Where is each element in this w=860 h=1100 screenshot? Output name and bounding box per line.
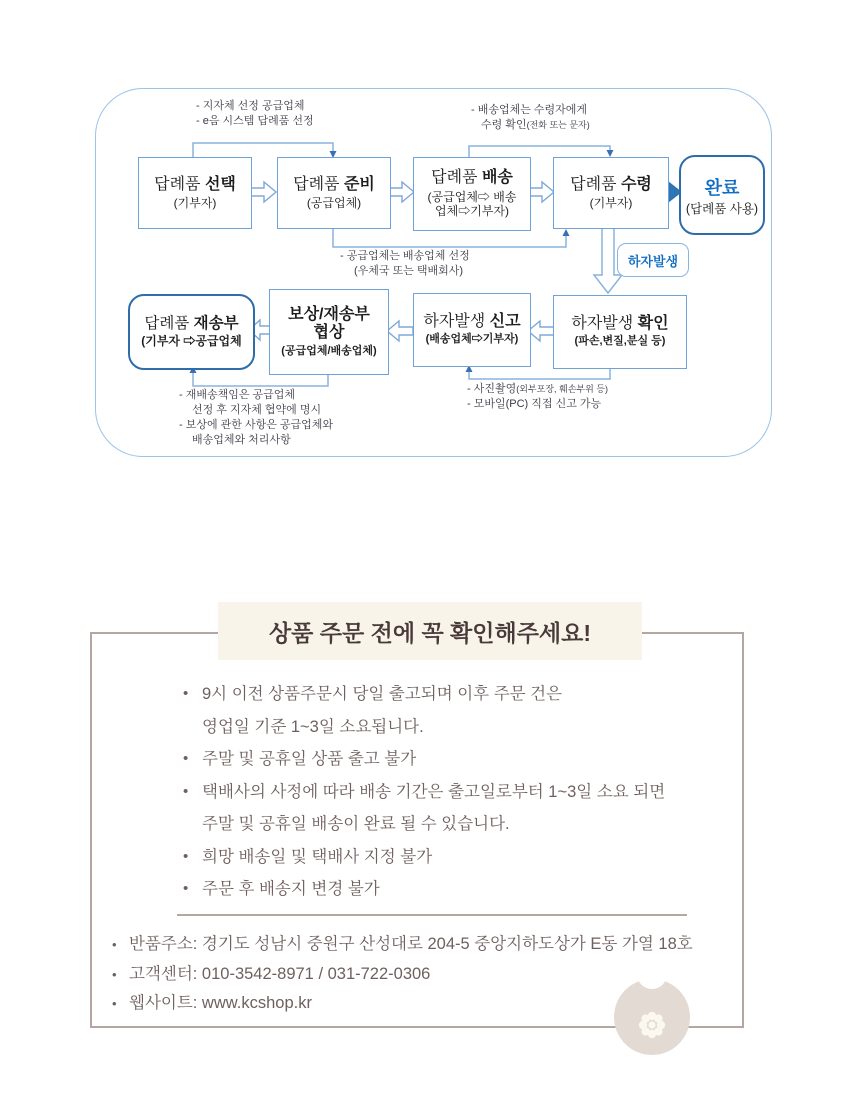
flow-box-defect-check-title: 하자발생 확인 xyxy=(571,314,669,332)
divider xyxy=(177,914,687,916)
annotation-select-prepare: - 지자체 선정 공급업체 - e음 시스템 답례품 선정 xyxy=(196,100,314,127)
flow-box-defect-report-sub: (배송업체⇨기부자) xyxy=(425,333,519,346)
flow-box-prepare xyxy=(277,157,391,229)
flow-box-defect-report-title: 하자발생 신고 xyxy=(423,312,521,330)
flow-box-defect-check-sub: (파손,변질,분실 등) xyxy=(574,335,666,348)
flow-box-receive xyxy=(553,157,669,229)
flow-box-ship-title: 답례품 배송 xyxy=(431,169,513,187)
flow-box-ship-sub2: 업체⇨기부자) xyxy=(435,204,509,219)
flow-box-select-title: 답례품 선택 xyxy=(154,175,236,193)
flow-box-resend-title: 답례품 재송부 xyxy=(144,314,239,332)
flow-box-prepare-sub: (공급업체) xyxy=(306,196,362,210)
gift-process-flowchart xyxy=(95,88,772,457)
defect-occurred-label: 하자발생 xyxy=(617,243,689,277)
flow-box-negotiate xyxy=(269,289,389,375)
annotation-photo-report: - 사진촬영(외부포장, 훼손부위 등) - 모바일(PC) 직접 신고 가능 xyxy=(467,383,608,410)
flower-icon xyxy=(639,1012,665,1038)
annotation-resend-responsibility: - 재배송책임은 공급업체 선정 후 지자체 협약에 명시 - 보상에 관한 사항은 공급업체와 배송업체와 처리사항 xyxy=(179,389,334,446)
notice-title: 상품 주문 전에 꼭 확인해주세요! xyxy=(218,602,642,660)
notice-bullet-list xyxy=(180,678,725,906)
list-item: • 9시 이전 상품주문시 당일 출고되며 이후 주문 건은 영업일 기준 1~3일 소요됩니다. xyxy=(180,678,725,743)
flow-box-complete xyxy=(679,155,765,235)
flow-box-prepare-title: 답례품 준비 xyxy=(293,175,375,193)
flow-box-receive-title: 답례품 수령 xyxy=(570,175,652,193)
flow-box-receive-sub: (기부자) xyxy=(589,196,633,210)
annotation-carrier-select: - 공급업체는 배송업체 선정 (우체국 또는 택배회사) xyxy=(340,250,470,277)
annotation-ship-receive: - 배송업체는 수령자에게 수령 확인(전화 또는 문자) xyxy=(471,104,590,131)
flow-box-complete-title: 완료 xyxy=(704,177,740,198)
flow-box-negotiate-title2: 협상 xyxy=(313,324,345,342)
flow-box-resend xyxy=(128,294,255,370)
customer-center: • 고객센터: 010-3542-8971 / 031-722-0306 xyxy=(110,960,735,990)
list-item: • 희망 배송일 및 택배사 지정 불가 xyxy=(180,841,725,874)
return-address: • 반품주소: 경기도 성남시 중원구 산성대로 204-5 중앙지하도상가 E동 가열 18호 xyxy=(110,930,735,960)
list-item: • 택배사의 사정에 따라 배송 기간은 출고일로부터 1~3일 소요 되면 주말 및 공휴일 배송이 완료 될 수 있습니다. xyxy=(180,776,725,841)
flow-box-resend-sub: (기부자 ⇨공급업체 xyxy=(141,334,242,349)
flow-box-ship xyxy=(413,157,531,231)
flow-box-complete-sub: (답례품 사용) xyxy=(685,201,759,216)
flow-box-select-sub: (기부자) xyxy=(173,196,217,210)
flow-box-negotiate-title1: 보상/재송부 xyxy=(288,305,370,323)
website: • 웹사이트: www.kcshop.kr xyxy=(110,989,735,1019)
flow-box-select xyxy=(138,157,252,229)
list-item: • 주문 후 배송지 변경 불가 xyxy=(180,873,725,906)
flow-box-defect-check xyxy=(553,295,687,369)
baby-bib-icon xyxy=(610,960,705,1060)
flow-box-defect-report xyxy=(413,293,531,367)
list-item: • 주말 및 공휴일 상품 출고 불가 xyxy=(180,743,725,776)
flow-box-negotiate-sub: (공급업체/배송업체) xyxy=(281,344,377,357)
flow-box-ship-sub1: (공급업체⇨ 배송 xyxy=(427,189,517,204)
